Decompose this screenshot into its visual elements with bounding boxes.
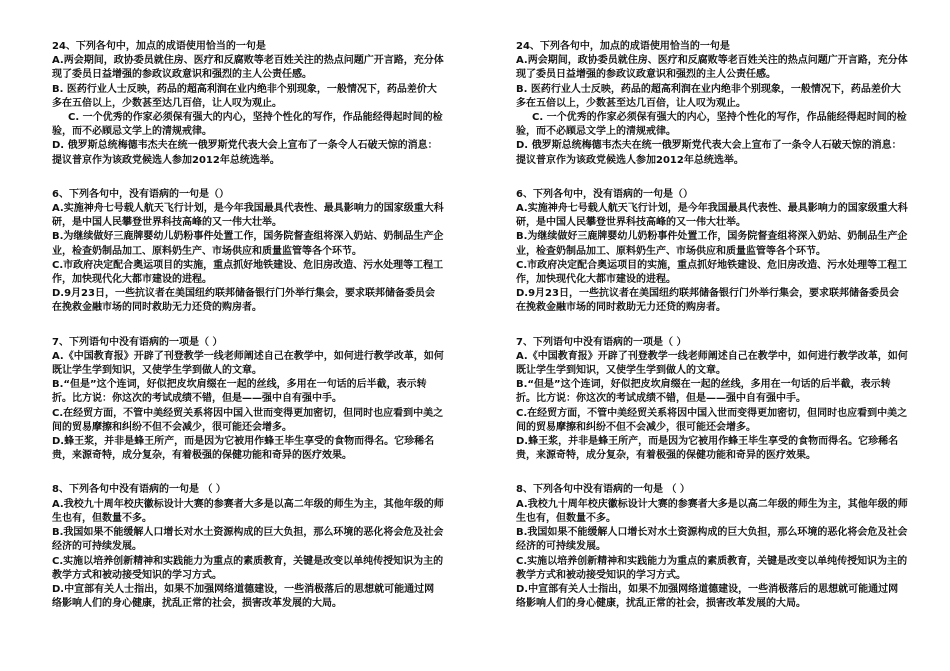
question-stem: 8、下列各句中没有语病的一句是 （ ） — [52, 484, 226, 496]
option-c: C.实施以培养创新精神和实践能力为重点的素质教育，关键是改变以单纯传授知识为主的教学方式和被动接受知识的学习方式。 — [52, 555, 444, 581]
question-7 — [516, 336, 908, 464]
option-d: D.9月23日，一些抗议者在美国纽约联邦储备银行门外举行集会，要求联邦储备委员会在挽救金融市场的同时救助无力还贷的购房者。 — [516, 288, 899, 314]
option-c: C. 一个优秀的作家必须保有强大的内心，坚持个性化的写作，作品能经得起时间的检验，而不必顾忌文学上的清规戒律。 — [516, 112, 907, 138]
option-a: A.实施神舟七号载人航天飞行计划，是今年我国最具代表性、最具影响力的国家级重大科研，是中国人民攀登世界科技高峰的又一伟大壮举。 — [52, 203, 444, 229]
option-b: B.我国如果不能缓解人口增长对水土资源构成的巨大负担，那么环境的恶化将会危及社会经济的可持续发展。 — [516, 527, 908, 553]
question-6 — [52, 188, 444, 316]
option-d: D.蜂王浆，并非是蜂王所产，而是因为它被用作蜂王毕生享受的食物而得名。它珍稀名贵，来源奇特，成分复杂，有着极强的保健功能和奇异的医疗效果。 — [52, 436, 435, 462]
option-a: A.两会期间，政协委员就住房、医疗和反腐败等老百姓关注的热点问题广开言路，充分体现了委员日益增强的参政议政意识和强烈的主人公责任感。 — [52, 55, 444, 81]
option-d: D.蜂王浆，并非是蜂王所产，而是因为它被用作蜂王毕生享受的食物而得名。它珍稀名贵，来源奇特，成分复杂，有着极强的保健功能和奇异的医疗效果。 — [516, 436, 899, 462]
question-8 — [516, 483, 908, 611]
option-c: C.在经贸方面，不管中美经贸关系将因中国入世而变得更加密切，但同时也应看到中美之间的贸易摩擦和纠纷不但不会减少，很可能还会增多。 — [52, 407, 444, 433]
right-column — [516, 40, 908, 631]
option-b: B.我国如果不能缓解人口增长对水土资源构成的巨大负担，那么环境的恶化将会危及社会经济的可持续发展。 — [52, 527, 444, 553]
option-c: C.市政府决定配合奥运项目的实施，重点抓好地铁建设、危旧房改造、污水处理等工程工作，加快现代化大都市建设的进程。 — [516, 259, 908, 286]
question-24 — [52, 40, 444, 168]
left-column — [52, 40, 444, 631]
option-a: A.我校九十周年校庆徽标设计大赛的参赛者大多是以高二年级的师生为主，其他年级的师生也有，但数量不多。 — [52, 498, 444, 524]
question-8 — [52, 483, 444, 611]
option-a: A.实施神舟七号载人航天飞行计划，是今年我国最具代表性、最具影响力的国家级重大科研，是中国人民攀登世界科技高峰的又一伟大壮举。 — [516, 203, 908, 229]
option-b: B.为继续做好三鹿牌婴幼儿奶粉事件处置工作，国务院督查组将深入奶站、奶制品生产企业，检查奶制品加工、原料奶生产、市场供应和质量监管等各个环节。 — [52, 231, 444, 257]
option-c: C. 一个优秀的作家必须保有强大的内心，坚持个性化的写作，作品能经得起时间的检验，而不必顾忌文学上的清规戒律。 — [52, 112, 443, 138]
question-7 — [52, 336, 444, 464]
option-d: D.9月23日，一些抗议者在美国纽约联邦储备银行门外举行集会，要求联邦储备委员会在挽救金融市场的同时救助无力还贷的购房者。 — [52, 288, 435, 314]
option-c: C.实施以培养创新精神和实践能力为重点的素质教育，关键是改变以单纯传授知识为主的教学方式和被动接受知识的学习方式。 — [516, 555, 908, 581]
option-a: A.《中国教育报》开辟了刊登教学一线老师阐述自己在教学中，如何进行教学改革，如何既让学生学到知识，又使学生学到做人的文章。 — [52, 350, 444, 377]
question-stem: 6、下列各句中，没有语病的一句是（） — [52, 188, 229, 200]
option-b: B.“但是”这个连词，好似把皮坎肩缀在一起的丝线，多用在一句话的后半截，表示转折。比方说：你这次的考试成绩不错，但是——强中自有强中手。 — [52, 379, 427, 405]
option-b: B.为继续做好三鹿牌婴幼儿奶粉事件处置工作，国务院督查组将深入奶站、奶制品生产企业，检查奶制品加工、原料奶生产、市场供应和质量监管等各个环节。 — [516, 231, 908, 257]
option-c: C.在经贸方面，不管中美经贸关系将因中国入世而变得更加密切，但同时也应看到中美之间的贸易摩擦和纠纷不但不会减少，很可能还会增多。 — [516, 407, 908, 433]
question-6 — [516, 188, 908, 316]
option-a: A.我校九十周年校庆徽标设计大赛的参赛者大多是以高二年级的师生为主，其他年级的师生也有，但数量不多。 — [516, 498, 908, 524]
question-stem: 7、下列语句中没有语病的一项是（ ） — [516, 336, 687, 348]
option-d: D. 俄罗斯总统梅德韦杰夫在统一俄罗斯党代表大会上宣布了一条令人石破天惊的消息：提议普京作为该政党候选人参加2012年总统选举。 — [52, 140, 438, 166]
option-a: A.《中国教育报》开辟了刊登教学一线老师阐述自己在教学中，如何进行教学改革，如何既让学生学到知识，又使学生学到做人的文章。 — [516, 350, 908, 377]
option-c: C.市政府决定配合奥运项目的实施，重点抓好地铁建设、危旧房改造、污水处理等工程工作，加快现代化大都市建设的进程。 — [52, 259, 444, 286]
option-d: D.中宣部有关人士指出，如果不加强网络道德建设，一些消极落后的思想就可能通过网络影响人们的身心健康，扰乱正常的社会，损害改革发展的大局。 — [52, 583, 435, 610]
option-b: B. 医药行业人士反映，药品的超高利润在业内绝非个别现象，一般情况下，药品差价大多在五倍以上，少数甚至达几百倍，让人叹为观止。 — [52, 83, 437, 109]
question-stem: 8、下列各句中没有语病的一句是 （ ） — [516, 484, 690, 496]
option-d: D. 俄罗斯总统梅德韦杰夫在统一俄罗斯党代表大会上宣布了一条令人石破天惊的消息：提议普京作为该政党候选人参加2012年总统选举。 — [516, 140, 902, 166]
option-b: B.“但是”这个连词，好似把皮坎肩缀在一起的丝线，多用在一句话的后半截，表示转折。比方说：你这次的考试成绩不错，但是——强中自有强中手。 — [516, 379, 891, 405]
option-d: D.中宣部有关人士指出，如果不加强网络道德建设，一些消极落后的思想就可能通过网络影响人们的身心健康，扰乱正常的社会，损害改革发展的大局。 — [516, 583, 899, 610]
question-stem: 24、下列各句中，加点的成语使用恰当的一句是 — [516, 41, 730, 52]
option-a: A.两会期间，政协委员就住房、医疗和反腐败等老百姓关注的热点问题广开言路，充分体现了委员日益增强的参政议政意识和强烈的主人公责任感。 — [516, 55, 908, 81]
option-b: B. 医药行业人士反映，药品的超高利润在业内绝非个别现象，一般情况下，药品差价大多在五倍以上，少数甚至达几百倍，让人叹为观止。 — [516, 83, 901, 109]
question-24 — [516, 40, 908, 168]
question-stem: 24、下列各句中，加点的成语使用恰当的一句是 — [52, 41, 266, 52]
question-stem: 7、下列语句中没有语病的一项是（ ） — [52, 336, 223, 348]
question-stem: 6、下列各句中，没有语病的一句是（） — [516, 188, 693, 200]
